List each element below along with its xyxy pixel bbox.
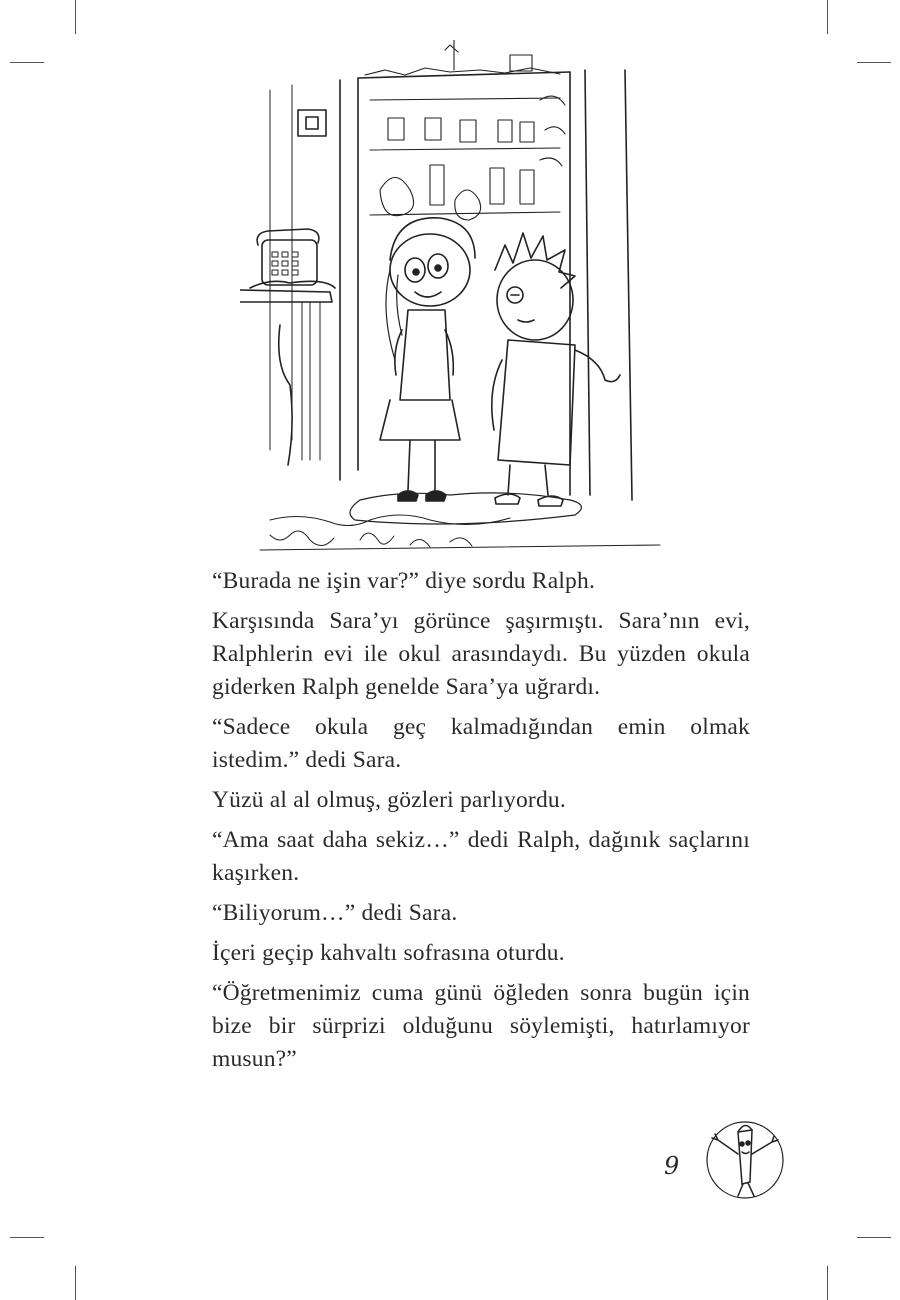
crop-mark [827,0,828,34]
paragraph: İçeri geçip kahvaltı sofrasına oturdu. [212,940,565,966]
crop-mark [75,0,76,34]
doorway-illustration [240,40,680,555]
paragraph: Yüzü al al olmuş, gözleri parlıyordu. [212,787,566,813]
crop-mark [857,62,891,63]
page-number: 9 [664,1152,680,1180]
paragraph: “Sadece okula geç kalmadığından emin olmak istedim.” dedi Sara. [212,714,750,773]
crop-mark [10,62,44,63]
crop-mark [75,1266,76,1300]
paragraph: “Biliyorum…” dedi Sara. [212,900,458,926]
paragraph: “Burada ne işin var?” diye sordu Ralph. [212,568,596,594]
paragraph: “Öğretmenimiz cuma günü öğleden sonra bugün için bize bir sürprizi olduğunu söylemişti, hatırlamıyor musun?” [212,980,750,1072]
paragraph: Karşısında Sara’yı görünce şaşırmıştı. Sara’nın evi, Ralphlerin evi ile okul arasındaydı. Bu yüzden okula giderken Ralph genelde Sara’ya uğrardı. [212,608,750,700]
crop-mark [857,1237,891,1238]
story-text [212,565,750,1083]
crop-mark [10,1237,44,1238]
pencil-mascot-icon [700,1112,790,1202]
crop-mark [827,1266,828,1300]
paragraph: “Ama saat daha sekiz…” dedi Ralph, dağınık saçlarını kaşırken. [212,827,750,886]
